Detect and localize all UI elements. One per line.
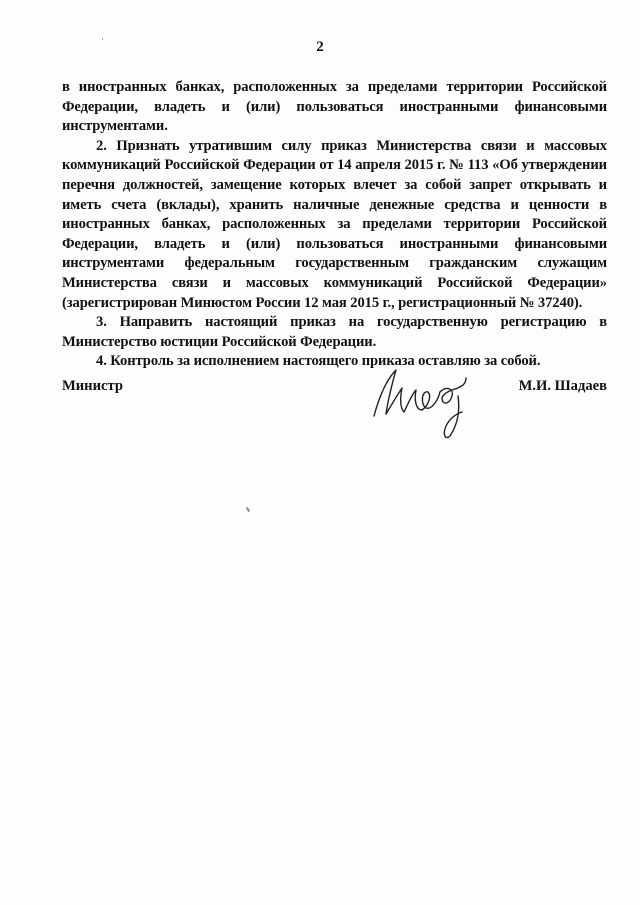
scan-speck <box>246 507 250 512</box>
signatory-name: М.И. Шадаев <box>518 378 607 394</box>
paragraph-4-control: 4. Контроль за исполнением настоящего приказа оставляю за собой. <box>96 353 541 370</box>
paragraph-3-registration: 3. Направить настоящий приказ на государственную регистрацию в Министерство юстиции Российской Федерации. <box>62 314 607 350</box>
document-body <box>62 78 607 372</box>
signature-block <box>62 378 607 458</box>
page-number: 2 <box>316 39 324 55</box>
paragraph-continuation: в иностранных банках, расположенных за пределами территории Российской Федерации, владеть и (или) пользоваться иностранными финансовыми инструментами. <box>62 79 607 135</box>
signatory-role: Министр <box>62 378 123 394</box>
handwritten-signature <box>362 364 512 444</box>
paragraph-2-repeal-order: 2. Признать утратившим силу приказ Министерства связи и массовых коммуникаций Российской Федерации от 14 апреля 2015 г. № 113 «Об утверждении перечня должностей, замещение которых влечет за собой запрет открывать и иметь счета (вклады), хранить наличные денежные средства и ценности в иностранных банках, расположенных за пределами территории Российской Федерации, владеть и (или) пользоваться иностранными финансовыми инструментами федеральным государственным гражданским служащим Министерства связи и массовых коммуникаций Российской Федерации» (зарегистрирован Минюстом России 12 мая 2015 г., регистрационный № 37240). <box>62 137 607 311</box>
